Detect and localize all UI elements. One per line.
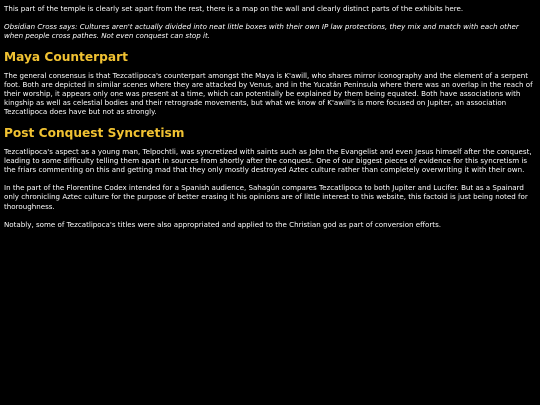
syncretism-paragraph-2: In the part of the Florentine Codex intended for a Spanish audience, Sahagún compares Tezcatlipoca to both Jupiter and Lucifer. But as a Spainard only chronicling Aztec culture for the purpose of better erasing it his opinions are of little interest to this website, this factoid is just being noted for thoroughness. <box>4 183 528 211</box>
maya-paragraph: The general consensus is that Tezcatlipoca's counterpart amongst the Maya is K'awill, who shares mirror iconography and the element of a serpent foot. Both are depicted in similar scenes where they are attacked by Venus, and in the Yucatán Peninsula where there was an overlap in the reach of their worship, it appears only one was present at a time, which can potentially be explained by them being equated. Both have associations with kingship as well as celestial bodies and their retrograde movements, but what we know of K'awill's is more focused on Jupiter, an association Tezcatlipoca does have but not as strongly. <box>4 70 533 117</box>
section-heading-maya-counterpart: Maya Counterpart <box>4 49 128 64</box>
syncretism-paragraph-3: Notably, some of Tezcatlipoca's titles were also appropriated and applied to the Christian god as part of conversion efforts. <box>4 219 442 229</box>
page-content <box>4 4 536 238</box>
obsidian-cross-quote: Obsidian Cross says: Cultures aren't actually divided into neat little boxes with their own IP law protections, they mix and match with each other when people cross pathes. Not even conquest can stop it. <box>4 22 519 41</box>
syncretism-paragraph-1: Tezcatlipoca's aspect as a young man, Telpochtli, was syncretized with saints such as John the Evangelist and even Jesus himself after the conquest, leading to some difficulty telling them apart in sources from shortly after the conquest. One of our biggest pieces of evidence for this syncretism is the friars commenting on this and getting mad that they only mostly destroyed Aztec culture rather than completely overwriting it with their own. <box>4 146 532 175</box>
section-heading-post-conquest-syncretism: Post Conquest Syncretism <box>4 125 185 140</box>
intro-paragraph: This part of the temple is clearly set apart from the rest, there is a map on the wall and clearly distinct parts of the exhibits here. <box>4 4 464 13</box>
